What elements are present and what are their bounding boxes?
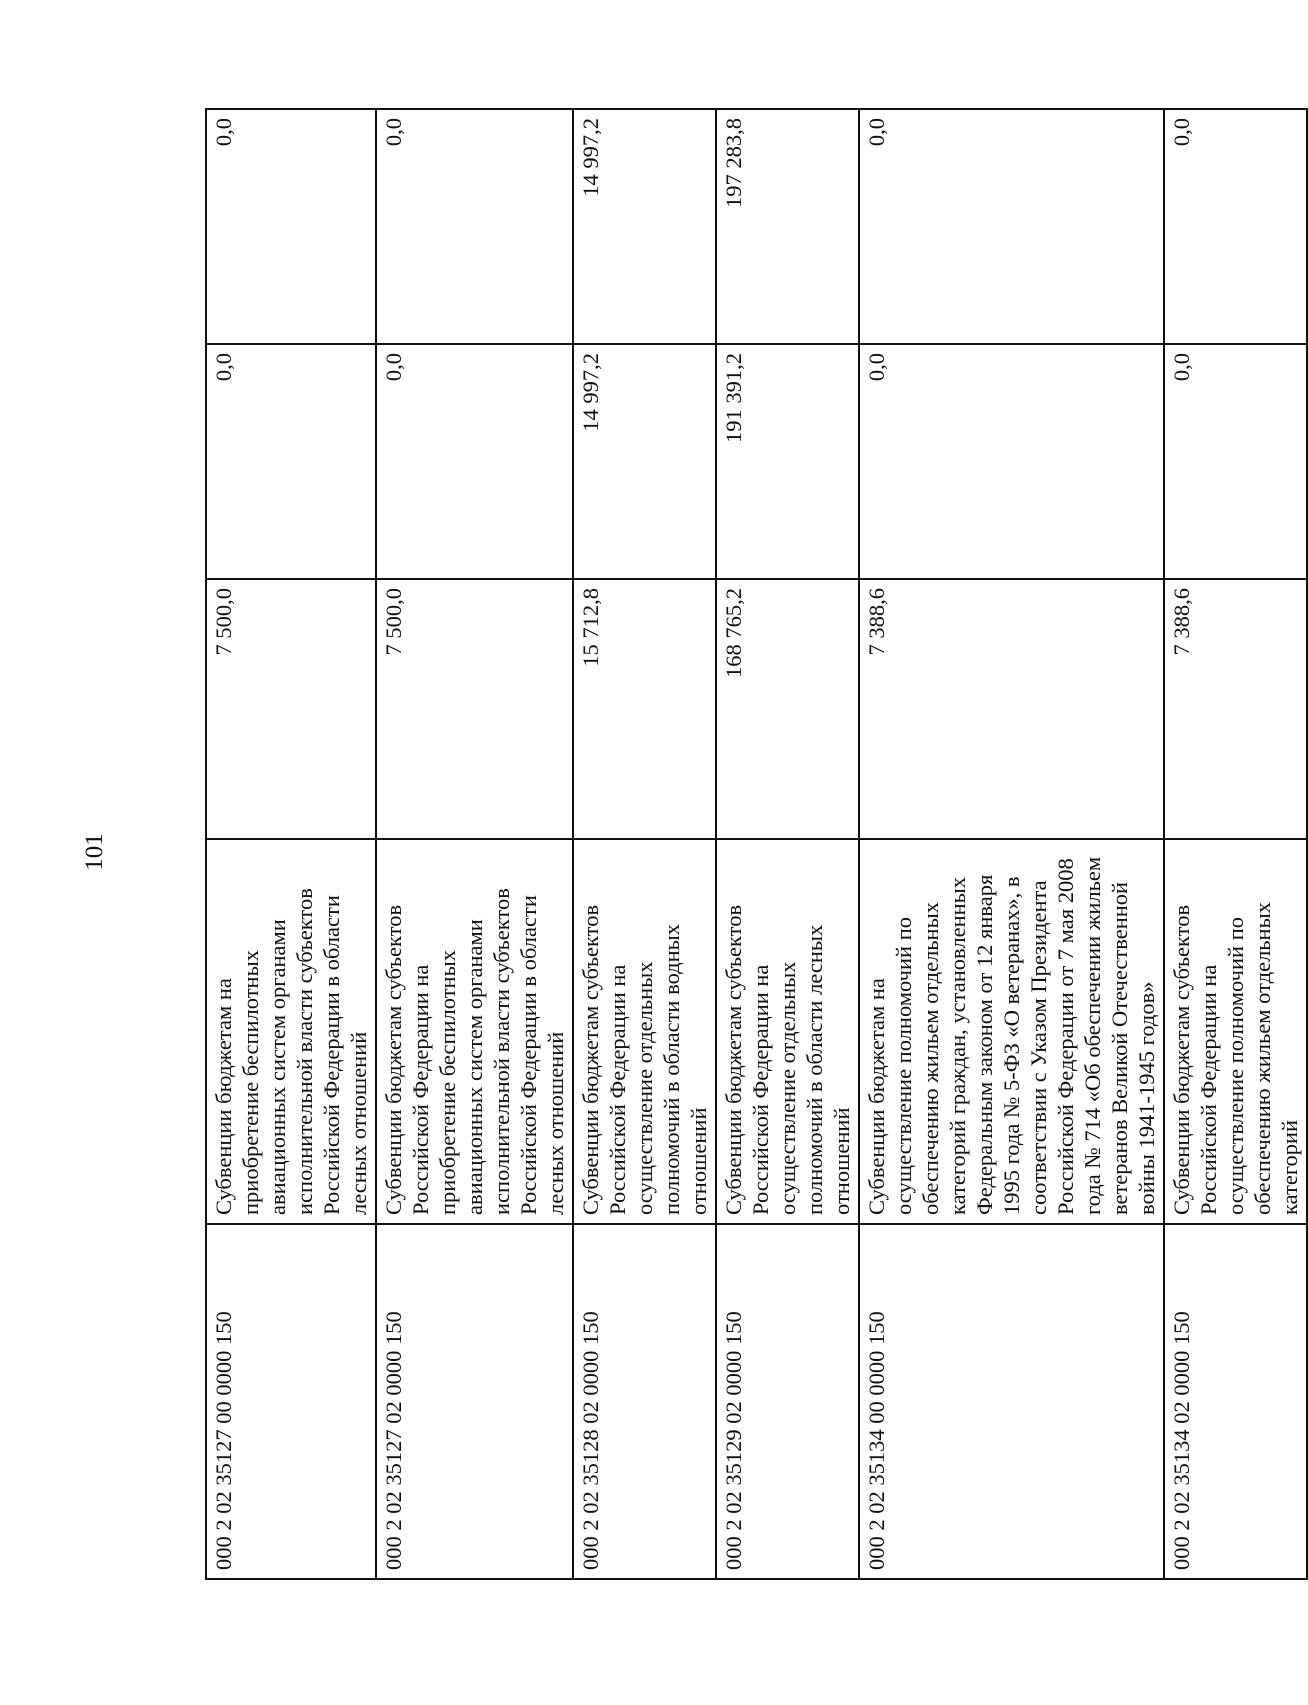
amount-year-3-cell: 0,0 [1164,109,1307,344]
amount-year-1-cell: 7 500,0 [206,579,376,839]
budget-code-cell: 000 2 02 35127 02 0000 150 [376,1224,573,1579]
table-row [206,109,376,1579]
revenue-name-cell: Субвенции бюджетам субъектов Российской Федерации на осуществление отдельных полномочий в области водных отношений [573,839,716,1224]
table-row [1164,109,1307,1579]
amount-year-2-cell: 0,0 [859,344,1164,579]
budget-code-cell: 000 2 02 35128 02 0000 150 [573,1224,716,1579]
table-row [716,109,859,1579]
amount-year-2-cell: 191 391,2 [716,344,859,579]
table-row [859,109,1164,1579]
amount-year-2-cell: 0,0 [376,344,573,579]
table-row [573,109,716,1579]
amount-year-1-cell: 7 388,6 [1164,579,1307,839]
budget-code-cell: 000 2 02 35127 00 0000 150 [206,1224,376,1579]
amount-year-3-cell: 197 283,8 [716,109,859,344]
budget-table [205,108,1308,1580]
budget-table-container [205,110,1302,1580]
amount-year-3-cell: 14 997,2 [573,109,716,344]
amount-year-3-cell: 0,0 [376,109,573,344]
budget-code-cell: 000 2 02 35134 02 0000 150 [1164,1224,1307,1579]
amount-year-1-cell: 168 765,2 [716,579,859,839]
revenue-name-cell: Субвенции бюджетам на приобретение беспилотных авиационных систем органами исполнительной власти субъектов Российской Федерации в области лесных отношений [206,839,376,1224]
amount-year-3-cell: 0,0 [859,109,1164,344]
amount-year-2-cell: 0,0 [1164,344,1307,579]
amount-year-1-cell: 7 388,6 [859,579,1164,839]
revenue-name-cell: Субвенции бюджетам субъектов Российской Федерации на осуществление отдельных полномочий в области лесных отношений [716,839,859,1224]
revenue-name-cell: Субвенции бюджетам субъектов Российской Федерации на осуществление полномочий по обеспечению жильем отдельных категорий [1164,839,1307,1224]
table-row [376,109,573,1579]
amount-year-2-cell: 14 997,2 [573,344,716,579]
page-number: 101 [81,833,108,871]
revenue-name-cell: Субвенции бюджетам субъектов Российской Федерации на приобретение беспилотных авиационных систем органами исполнительной власти субъектов Российской Федерации в области лесных отношений [376,839,573,1224]
revenue-name-cell: Субвенции бюджетам на осуществление полномочий по обеспечению жильем отдельных категорий граждан, установленных Федеральным законом от 12 января 1995 года № 5-ФЗ «О ветеранах», в соответствии с Указом Президента Российской Федерации от 7 мая 2008 года № 714 «Об обеспечении жильем ветеранов Великой Отечественной войны 1941-1945 годов» [859,839,1164,1224]
amount-year-2-cell: 0,0 [206,344,376,579]
amount-year-1-cell: 15 712,8 [573,579,716,839]
budget-code-cell: 000 2 02 35134 00 0000 150 [859,1224,1164,1579]
budget-code-cell: 000 2 02 35129 02 0000 150 [716,1224,859,1579]
amount-year-1-cell: 7 500,0 [376,579,573,839]
amount-year-3-cell: 0,0 [206,109,376,344]
